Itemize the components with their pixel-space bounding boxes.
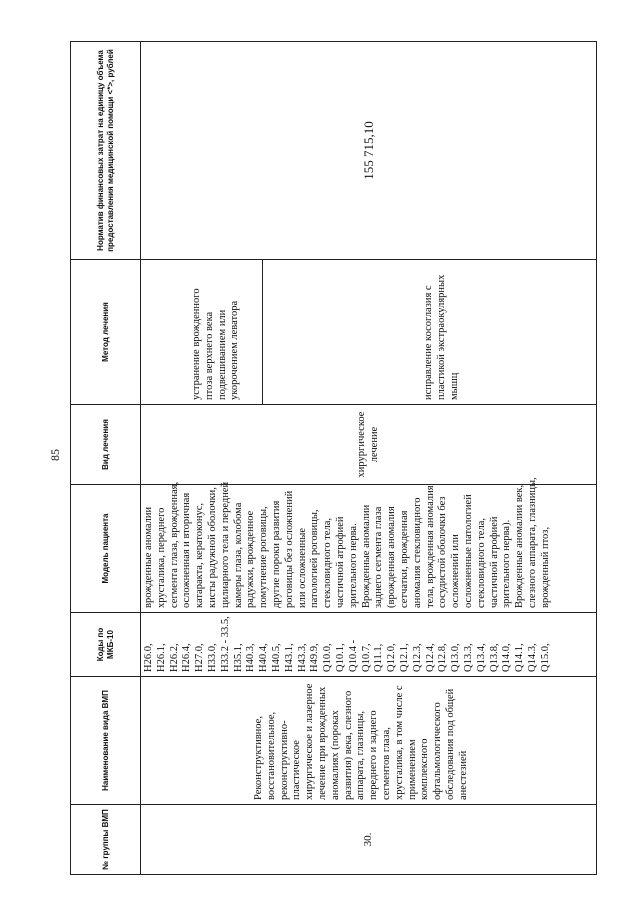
code-line: Q12.1, xyxy=(398,643,410,672)
model-line: сегмента глаза, врожденная, xyxy=(168,481,180,608)
kind-cell: хирургическое лечение xyxy=(141,405,597,485)
code-line: Q13.0, xyxy=(450,643,462,672)
code-line: H33.0, xyxy=(206,643,218,672)
code-line: H26.2, xyxy=(168,643,180,672)
code-line: Q15.0, xyxy=(539,643,551,672)
model-line: осложнений или xyxy=(450,534,462,608)
code-line: H43.3, xyxy=(296,643,308,672)
code-line: H40.3, xyxy=(245,643,257,672)
method-top-text: устранение врожденного птоза верхнего века подвешиванием или укорочением леватора xyxy=(191,288,241,400)
page-number: 85 xyxy=(48,449,62,461)
group-number-cell: 30. xyxy=(141,805,597,875)
model-line: частичной атрофией xyxy=(334,516,346,608)
name-line: комплексного xyxy=(419,738,431,800)
model-line: другие пороки развития xyxy=(270,500,282,608)
model-line: зрительного нерва). xyxy=(501,519,513,608)
code-line: Q10.0, xyxy=(322,643,334,672)
code-line: Q10.4 - xyxy=(347,639,359,672)
model-cell xyxy=(141,477,597,613)
method-bottom-text: исправление косоглазия с пластикой экстраокулярных мышц xyxy=(423,274,460,400)
header-method: Метод лечения xyxy=(71,260,141,405)
method-cell xyxy=(141,260,597,405)
header-kind: Вид лечения xyxy=(71,405,141,485)
model-line: зрительного нерва. xyxy=(347,523,359,608)
code-line: Q12.8, xyxy=(437,643,449,672)
name-line: развития) века, слезного xyxy=(342,690,354,800)
code-line: Q11.1, xyxy=(373,643,385,672)
model-line: осложненная и вторичная xyxy=(181,492,193,608)
code-line: H43.1, xyxy=(283,643,295,672)
model-line: роговицы без осложнений xyxy=(283,490,295,608)
code-line: Q14.1, xyxy=(514,643,526,672)
name-line: пластическое xyxy=(291,740,303,800)
model-line: катаракта, кератоконус, xyxy=(194,502,206,608)
code-line: H26.0, xyxy=(143,643,154,672)
model-line: врожденный птоз, xyxy=(539,526,551,608)
model-line: помутнение роговицы, xyxy=(258,506,270,608)
codes-lines xyxy=(143,617,553,672)
code-line: H49.9, xyxy=(309,643,321,672)
name-line: аппарата, глазницы, xyxy=(355,710,367,800)
model-line: или осложненные xyxy=(296,528,308,608)
name-line: хирургическое и лазерное xyxy=(304,683,316,800)
model-line: заднего сегмента глаза xyxy=(373,506,385,608)
model-line: аномалия стекловидного xyxy=(411,497,423,608)
code-line: Q13.8, xyxy=(488,643,500,672)
code-line: H27.0, xyxy=(194,643,206,672)
table-row xyxy=(141,42,597,875)
header-price: Норматив финансовых затрат на единицу объема предоставления медицинской помощи <*>, рублей xyxy=(71,42,141,260)
model-line: радужки, врожденное xyxy=(245,510,257,608)
code-line: H40.4, xyxy=(258,643,270,672)
model-line: тела, врожденная аномалия xyxy=(424,485,436,608)
model-line: осложненные патологией xyxy=(462,494,474,608)
model-line: стекловидного тела, xyxy=(322,518,334,608)
code-line: H26.4, xyxy=(181,643,193,672)
name-line: хрусталика, в том числе с xyxy=(393,685,405,800)
model-line: частичной атрофией xyxy=(488,516,500,608)
name-line: применением xyxy=(406,739,418,800)
name-line: восстановительное, xyxy=(265,711,277,800)
header-name: Наименование вида ВМП xyxy=(71,677,141,805)
name-line: реконструктивно- xyxy=(278,720,290,800)
code-line: Q10.7, xyxy=(360,643,372,672)
model-line: кисты радужной оболочки, xyxy=(206,487,218,608)
name-line: анестезией xyxy=(457,750,469,800)
header-codes: Коды по МКБ-10 xyxy=(71,613,141,677)
code-line: Q12.0, xyxy=(386,643,398,672)
code-line: Q12.4, xyxy=(424,643,436,672)
table-header-row xyxy=(71,42,141,875)
model-line: цилиарного тела и передней xyxy=(219,481,231,608)
name-line: Реконструктивное, xyxy=(253,716,264,800)
code-line: Q12.3, xyxy=(411,643,423,672)
name-line: лечение при врожденных xyxy=(316,686,328,800)
code-line: H40.5, xyxy=(270,643,282,672)
model-line: сосудистой оболочки без xyxy=(437,496,449,608)
code-line: H33.2 - 33.5, xyxy=(219,616,231,672)
code-line: Q13.4, xyxy=(475,643,487,672)
model-line: камеры глаза, колобома xyxy=(232,502,244,608)
model-line: (врожденная аномалия xyxy=(386,506,398,608)
price-cell: 155 715,10 xyxy=(141,42,597,260)
name-cell xyxy=(141,677,597,805)
vmp-table xyxy=(70,41,597,875)
model-line: Врожденные аномалии xyxy=(360,504,372,608)
code-line: Q10.1, xyxy=(334,643,346,672)
code-line: Q13.3, xyxy=(462,643,474,672)
model-lines xyxy=(143,477,553,608)
model-line: стекловидного тела, xyxy=(475,518,487,608)
model-line: Врожденные аномалии век, xyxy=(514,484,526,608)
code-line: Q14.0, xyxy=(501,643,513,672)
header-group: № группы ВМП xyxy=(71,805,141,875)
model-line: сетчатки, врожденная xyxy=(398,510,410,608)
header-model: Модель пациента xyxy=(71,485,141,613)
name-line: обследования под общей xyxy=(444,688,456,800)
code-line: H35.1, xyxy=(232,643,244,672)
model-line: патологией роговицы, xyxy=(309,509,321,608)
name-lines xyxy=(143,681,471,800)
rotated-table-sheet xyxy=(70,42,597,875)
codes-cell xyxy=(141,613,597,677)
name-line: офтальмологического xyxy=(432,702,444,800)
model-line: хрусталика, переднего xyxy=(155,507,167,608)
name-line: сегментов глаза, xyxy=(380,727,392,800)
model-line: слезного аппарата, глазницы, xyxy=(526,477,538,608)
name-line: аномалиях (пороках xyxy=(329,710,341,800)
code-line: Q14.3, xyxy=(526,643,538,672)
name-line: переднего и заднего xyxy=(368,710,380,800)
model-line: врожденные аномалии xyxy=(143,506,154,608)
code-line: H26.1, xyxy=(155,643,167,672)
